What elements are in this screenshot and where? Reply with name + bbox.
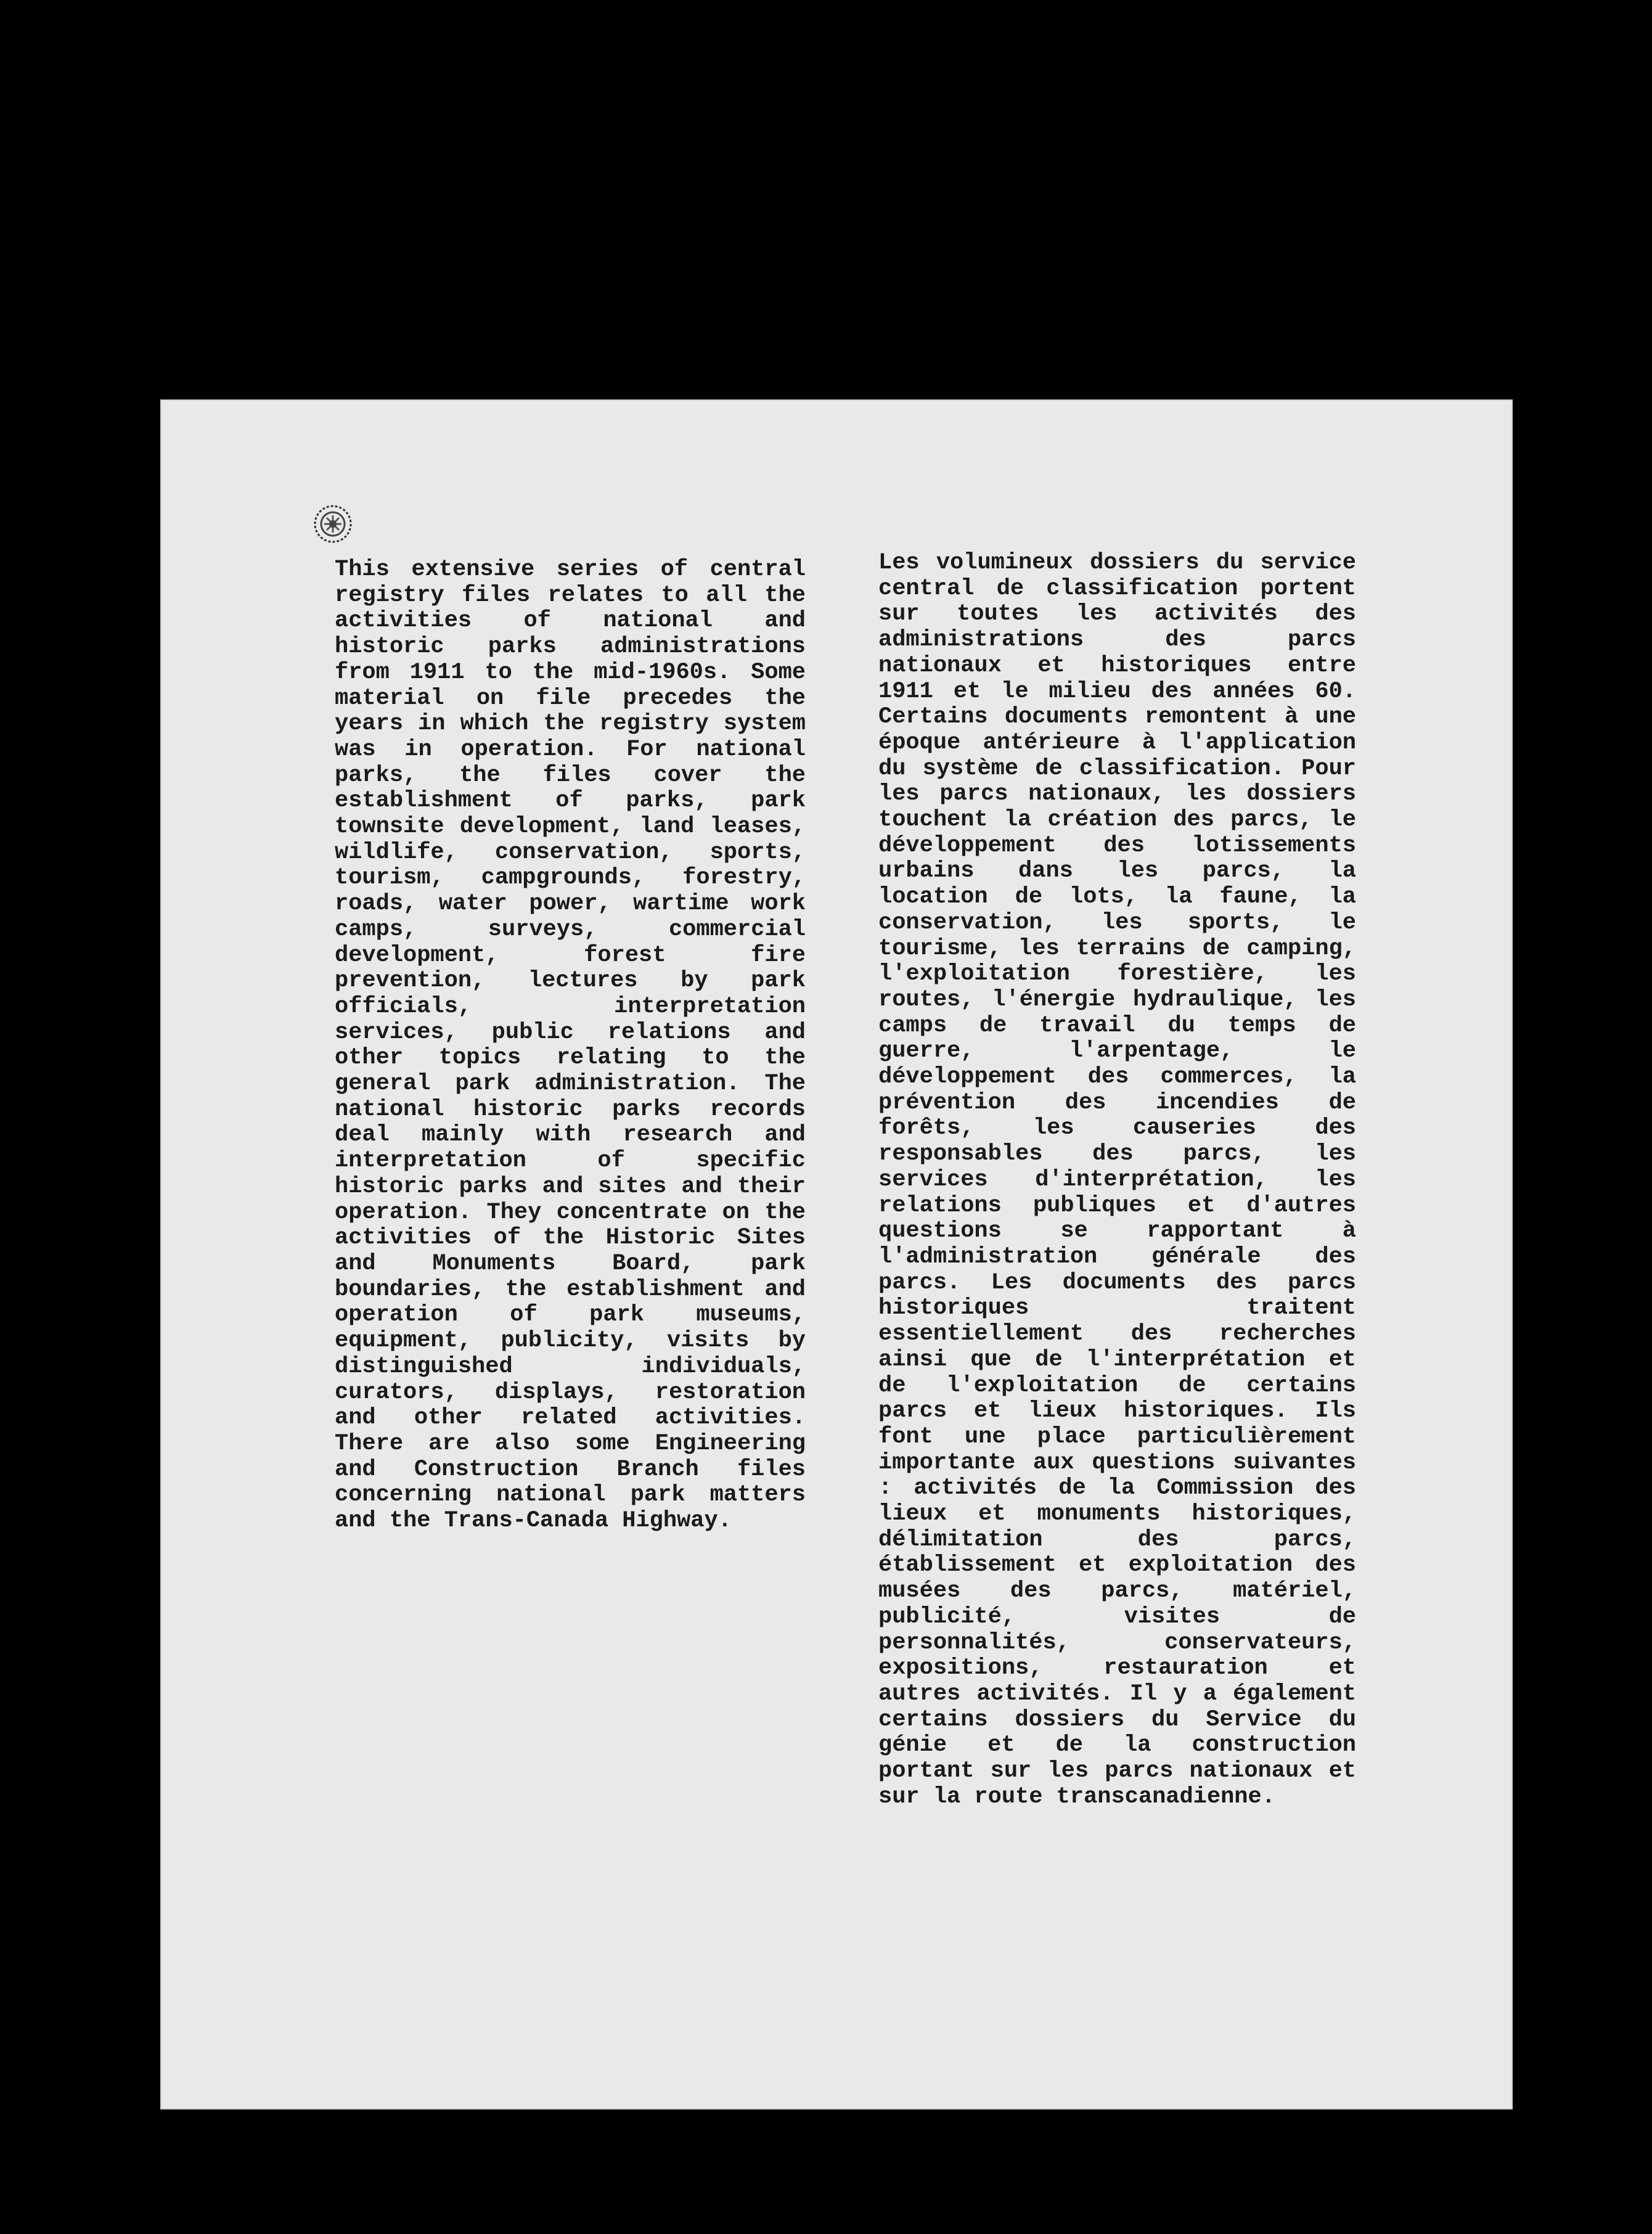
document-page	[160, 399, 1513, 2109]
stamp-seal-icon	[313, 504, 353, 544]
french-description-column: Les volumineux dossiers du service central de classification portent sur toutes les activités des administrations des parcs nationaux et historiques entre 1911 et le milieu des années 60. Certains documents remontent à une époque antérieure à l'application du système de classification. Pour les parcs nationaux, les dossiers touchent la création des parcs, le développement des lotissements urbains dans les parcs, la location de lots, la faune, la conservation, les sports, le tourisme, les terrains de camping, l'exploitation forestière, les routes, l'énergie hydraulique, les camps de travail du temps de guerre, l'arpentage, le développement des commerces, la prévention des incendies de forêts, les causeries des responsables des parcs, les services d'interprétation, les relations publiques et d'autres questions se rapportant à l'administration générale des parcs. Les documents des parcs historiques traitent essentiellement des recherches ainsi que de l'interprétation et de l'exploitation de certains parcs et lieux historiques. Ils font une place particulièrement importante aux questions suivantes : activités de la Commission des lieux et monuments historiques, délimitation des parcs, établissement et exploitation des musées des parcs, matériel, publicité, visites de personnalités, conservateurs, expositions, restauration et autres activités. Il y a également certains dossiers du Service du génie et de la construction portant sur les parcs nationaux et sur la route transcanadienne.	[878, 550, 1356, 1810]
english-description-column: This extensive series of central registry files relates to all the activities of national and historic parks administrations from 1911 to the mid-1960s. Some material on file precedes the years in which the registry system was in operation. For national parks, the files cover the establishment of parks, park townsite development, land leases, wildlife, conservation, sports, tourism, campgrounds, forestry, roads, water power, wartime work camps, surveys, commercial development, forest fire prevention, lectures by park officials, interpretation services, public relations and other topics relating to the general park administration. The national historic parks records deal mainly with research and interpretation of specific historic parks and sites and their operation. They concentrate on the activities of the Historic Sites and Monuments Board, park boundaries, the establishment and operation of park museums, equipment, publicity, visits by distinguished individuals, curators, displays, restoration and other related activities. There are also some Engineering and Construction Branch files concerning national park matters and the Trans-Canada Highway.	[335, 557, 806, 1534]
